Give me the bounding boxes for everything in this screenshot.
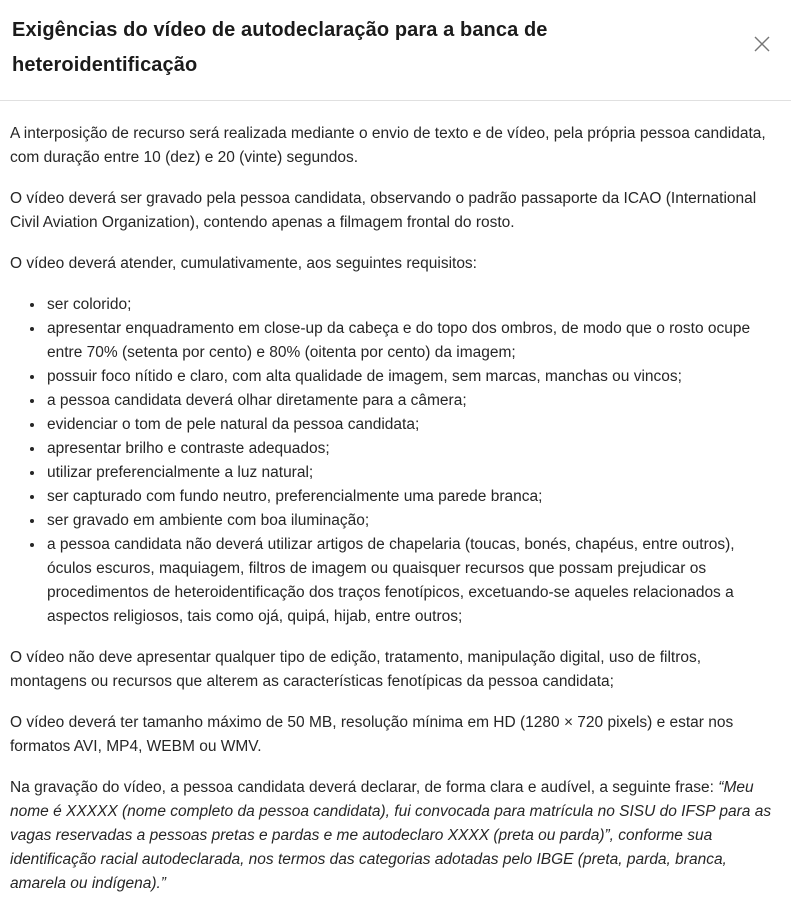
requirement-item: • apresentar brilho e contraste adequados; xyxy=(45,437,781,461)
paragraph-recurso: A interposição de recurso será realizada mediante o envio de texto e de vídeo, pela própria pessoa candidata, com duração entre 10 (dez) e 20 (vinte) segundos. xyxy=(10,125,766,166)
requirement-item: • a pessoa candidata deverá olhar diretamente para a câmera; xyxy=(45,389,781,413)
declaration-quote: “Meu nome é XXXXX (nome completo da pessoa candidata), fui convocada para matrícula no SISU do IFSP para as vagas reservadas a pessoas pretas e pardas e me autodeclaro XXXX (preta ou parda)”, conforme sua identificação racial autodeclarada, nos termos das categorias adotadas pelo IBGE (preta, parda, branca, amarela ou indígena).” xyxy=(10,779,772,892)
requirement-item: • ser capturado com fundo neutro, preferencialmente uma parede branca; xyxy=(45,485,781,509)
paragraph-formato-arquivo: O vídeo deverá ter tamanho máximo de 50 MB, resolução mínima em HD (1280 × 720 pixels) e estar nos formatos AVI, MP4, WEBM ou WMV. xyxy=(10,714,734,755)
paragraph-declaracao xyxy=(10,776,781,896)
close-icon xyxy=(753,35,771,53)
requirement-item: • ser colorido; xyxy=(45,293,781,317)
requirement-item: • utilizar preferencialmente a luz natural; xyxy=(45,461,781,485)
requirement-item: • ser gravado em ambiente com boa iluminação; xyxy=(45,509,781,533)
paragraph-padrao-icao: O vídeo deverá ser gravado pela pessoa candidata, observando o padrão passaporte da ICAO (International Civil Aviation Organization), contendo apenas a filmagem frontal do rosto. xyxy=(10,190,757,231)
requirement-item: • possuir foco nítido e claro, com alta qualidade de imagem, sem marcas, manchas ou vincos; xyxy=(45,365,781,389)
requirement-item: • apresentar enquadramento em close-up da cabeça e do topo dos ombros, de modo que o rosto ocupe entre 70% (setenta por cento) e 80% (oitenta por cento) da imagem; xyxy=(45,317,781,365)
paragraph-sem-edicao: O vídeo não deve apresentar qualquer tipo de edição, tratamento, manipulação digital, uso de filtros, montagens ou recursos que alterem as características fenotípicas da pessoa candidata; xyxy=(10,649,702,690)
declaration-lead: Na gravação do vídeo, a pessoa candidata deverá declarar, de forma clara e audível, a seguinte frase: xyxy=(10,779,719,796)
modal-body xyxy=(0,101,791,896)
paragraph-requisitos-intro: O vídeo deverá atender, cumulativamente, aos seguintes requisitos: xyxy=(10,255,477,272)
requirement-item: • evidenciar o tom de pele natural da pessoa candidata; xyxy=(45,413,781,437)
modal-title: Exigências do vídeo de autodeclaração para a banca de heteroidentificação xyxy=(12,19,548,76)
modal-header xyxy=(0,0,791,101)
requirements-list xyxy=(10,293,781,629)
close-button[interactable] xyxy=(747,29,777,59)
requirement-item: • a pessoa candidata não deverá utilizar artigos de chapelaria (toucas, bonés, chapéus, entre outros), óculos escuros, maquiagem, filtros de imagem ou quaisquer recursos que possam prejudicar os procedimentos de heteroidentificação dos traços fenotípicos, excetuando-se aqueles relacionados a aspectos religiosos, tais como ojá, quipá, hijab, entre outros; xyxy=(45,533,781,629)
